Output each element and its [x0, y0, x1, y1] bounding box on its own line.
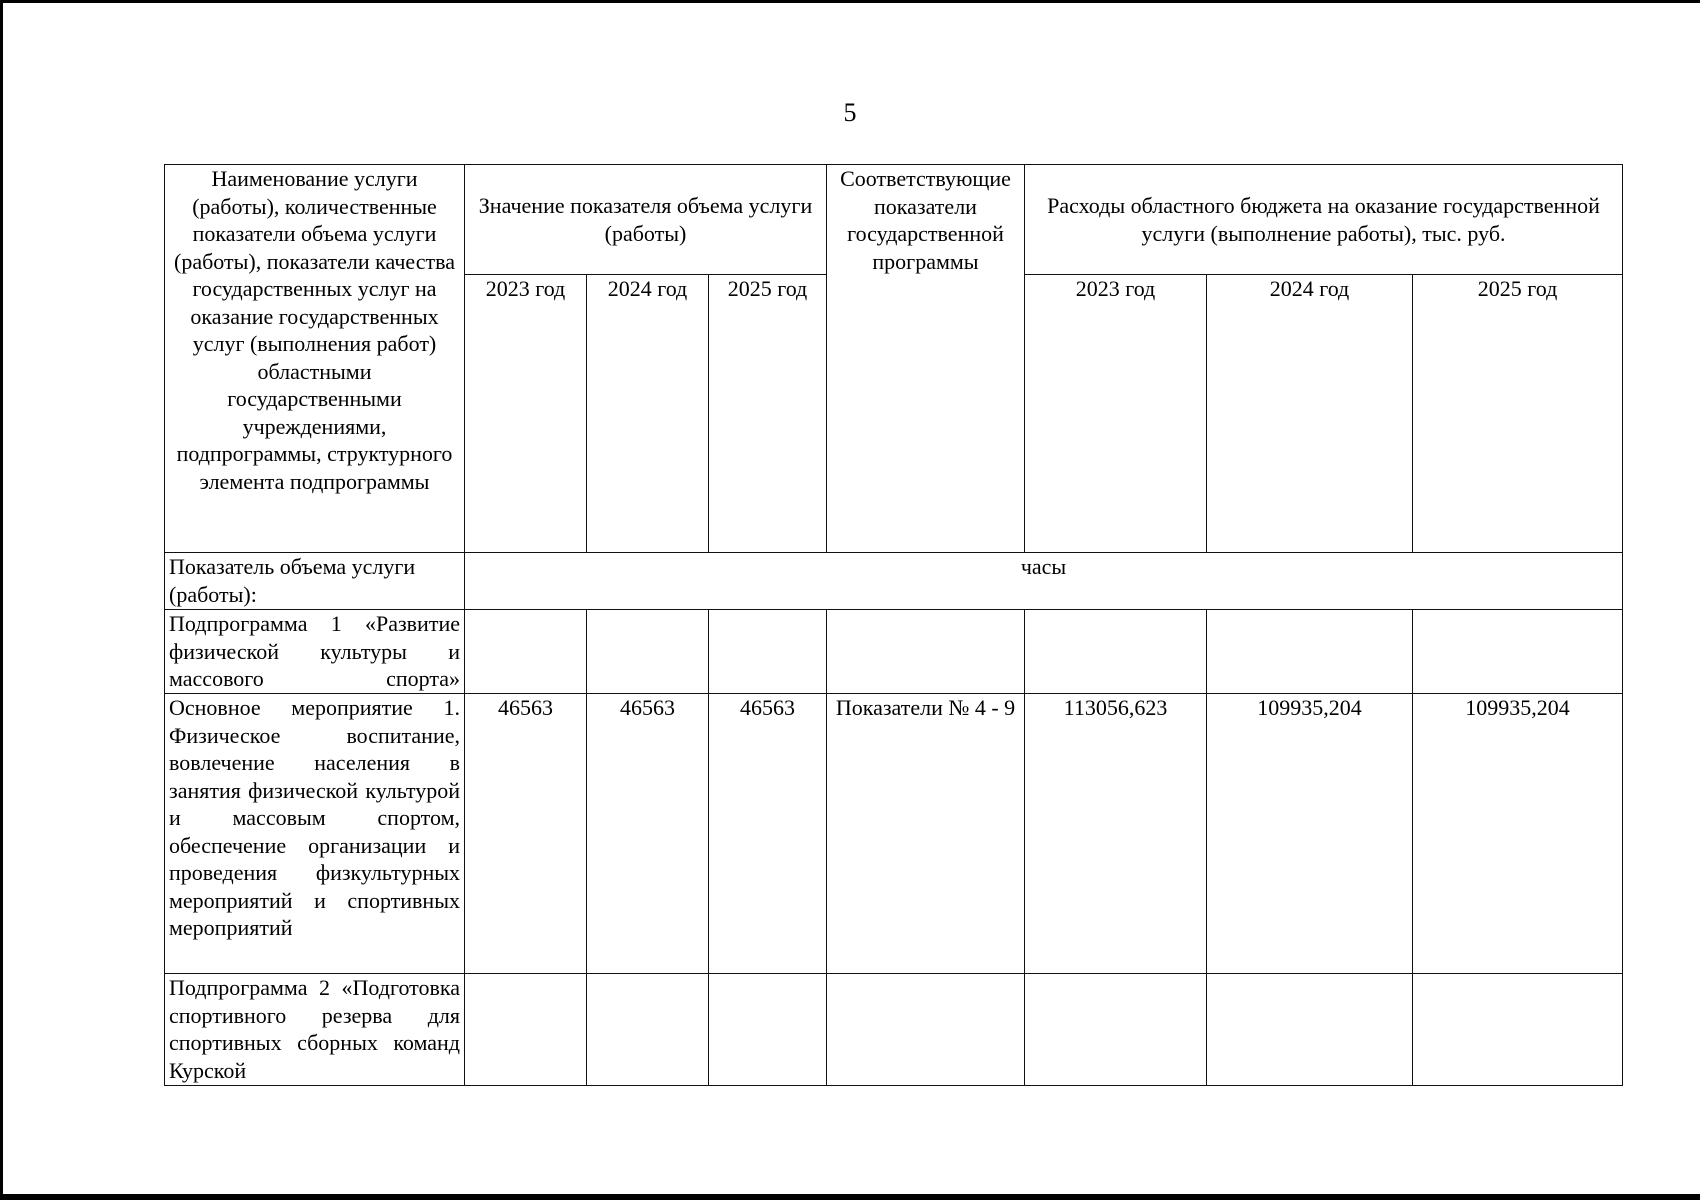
header-expense-year: 2024 год: [1207, 275, 1413, 553]
row-expense-2023: [1025, 974, 1207, 1086]
row-expense-2025: [1413, 974, 1623, 1086]
scan-border-bottom: [0, 1194, 1700, 1200]
table-row: [165, 974, 1623, 1086]
row-expense-2024: 109935,204: [1207, 694, 1413, 974]
row-volume-2023: [465, 610, 587, 694]
header-volume-year: 2025 год: [709, 275, 827, 553]
row-expense-2023: 113056,623: [1025, 694, 1207, 974]
page-number: 5: [843, 98, 857, 127]
header-volume-year: 2023 год: [465, 275, 587, 553]
header-row-1: [165, 165, 1623, 275]
header-expense-year: 2025 год: [1413, 275, 1623, 553]
row-volume-2025: [709, 610, 827, 694]
header-volume-value: Значение показателя объема услуги (работы): [465, 165, 827, 275]
row-program-indicators: [827, 610, 1025, 694]
row-volume-2024: 46563: [587, 694, 709, 974]
row-volume-2025: [709, 974, 827, 1086]
row-volume-2023: [465, 974, 587, 1086]
row-expense-2025: 109935,204: [1413, 694, 1623, 974]
row-volume-2024: [587, 974, 709, 1086]
row-name: Подпрограмма 2 «Подготовка спортивного резерва для спортивных сборных команд Курской: [165, 974, 465, 1086]
row-name: Подпрограмма 1 «Развитие физической культуры и массового спорта»: [165, 610, 465, 694]
row-name: Основное мероприятие 1. Физическое воспитание, вовлечение населения в занятия физической культурой и массовым спортом, обеспечение организации и проведения физкультурных мероприятий и спортивных мероприятий: [165, 694, 465, 974]
table-row: [165, 694, 1623, 974]
indicator-label: Показатель объема услуги (работы):: [165, 553, 465, 610]
header-volume-year: 2024 год: [587, 275, 709, 553]
header-service-name: Наименование услуги (работы), количественные показатели объема услуги (работы), показатели качества государственных услуг на оказание государственных услуг (выполнения работ) областными государственными учреждениями, подпрограммы, структурного элемента подпрограммы: [165, 165, 465, 553]
header-budget-expenses: Расходы областного бюджета на оказание государственной услуги (выполнение работы), тыс. руб.: [1025, 165, 1623, 275]
budget-table: [164, 164, 1623, 1086]
row-volume-2024: [587, 610, 709, 694]
row-expense-2024: [1207, 610, 1413, 694]
row-expense-2024: [1207, 974, 1413, 1086]
table-row: [165, 610, 1623, 694]
row-program-indicators: Показатели № 4 - 9: [827, 694, 1025, 974]
scan-border-left: [0, 0, 3, 1200]
row-volume-2023: 46563: [465, 694, 587, 974]
header-program-indicators: Соответствующие показатели государственной программы: [827, 165, 1025, 553]
row-expense-2023: [1025, 610, 1207, 694]
indicator-row: [165, 553, 1623, 610]
header-expense-year: 2023 год: [1025, 275, 1207, 553]
row-volume-2025: 46563: [709, 694, 827, 974]
row-program-indicators: [827, 974, 1025, 1086]
scan-border-top: [0, 0, 1700, 3]
indicator-unit: часы: [465, 553, 1623, 610]
row-expense-2025: [1413, 610, 1623, 694]
